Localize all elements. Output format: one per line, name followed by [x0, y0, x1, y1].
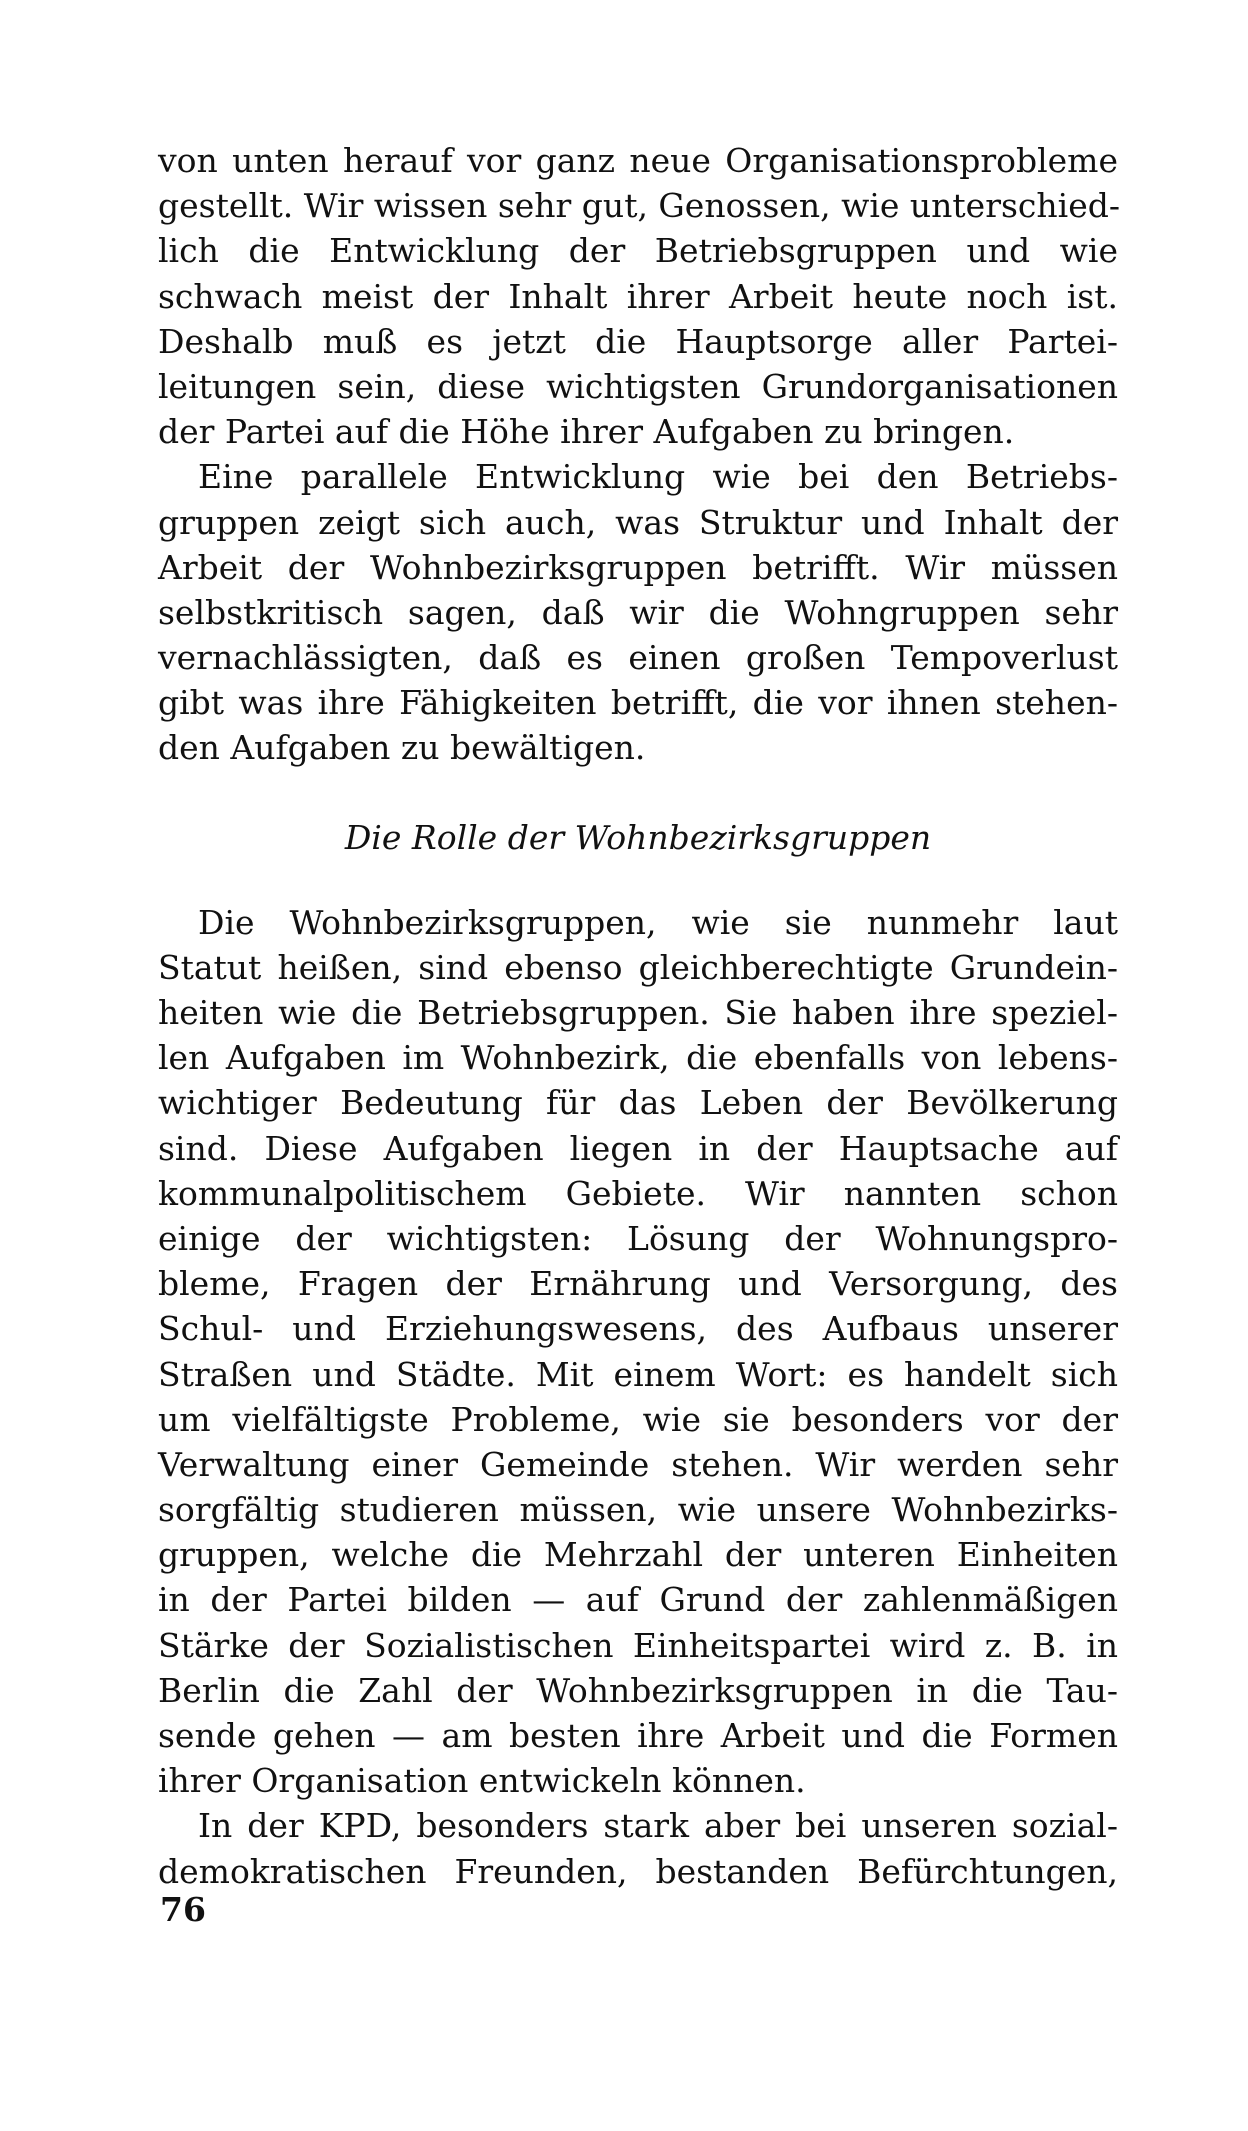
text-line: gibt was ihre Fähigkeiten betrifft, die vor ihnen stehen- — [158, 683, 1118, 723]
text-line: bleme, Fragen der Ernährung und Versorgung, des — [158, 1264, 1118, 1304]
text-line: demokratischen Freunden, bestanden Befürchtungen, — [158, 1851, 1118, 1891]
text-line: von unten herauf vor ganz neue Organisationsprobleme — [158, 141, 1118, 180]
text-line: schwach meist der Inhalt ihrer Arbeit heute noch ist. — [158, 276, 1118, 316]
text-line: sorgfältig studieren müssen, wie unsere Wohnbezirks- — [158, 1490, 1118, 1530]
text-line: wichtiger Bedeutung für das Leben der Bevölkerung — [158, 1083, 1118, 1123]
text-line: gruppen, welche die Mehrzahl der unteren Einheiten — [158, 1535, 1118, 1575]
text-block-before-heading — [158, 138, 1118, 771]
text-line: Schul- und Erziehungswesens, des Aufbaus unserer — [158, 1309, 1118, 1349]
text-line: den Aufgaben zu bewältigen. — [158, 728, 646, 768]
text-line: sind. Diese Aufgaben liegen in der Hauptsache auf — [158, 1128, 1118, 1168]
text-line: gestellt. Wir wissen sehr gut, Genossen, wie unterschied- — [158, 186, 1120, 226]
text-line: einige der wichtigsten: Lösung der Wohnungspro- — [158, 1218, 1118, 1258]
text-line: Statut heißen, sind ebenso gleichberechtigte Grundein- — [158, 947, 1118, 987]
text-line: In der KPD, besonders stark aber bei unseren sozial- — [198, 1806, 1118, 1846]
text-line: vernachlässigten, daß es einen großen Tempoverlust — [158, 638, 1118, 678]
text-line: heiten wie die Betriebsgruppen. Sie haben ihre speziel- — [158, 993, 1118, 1032]
text-line: kommunalpolitischem Gebiete. Wir nannten schon — [158, 1173, 1118, 1213]
text-line: Die Wohnbezirksgruppen, wie sie nunmehr laut — [198, 902, 1118, 942]
text-line: selbstkritisch sagen, daß wir die Wohngruppen sehr — [158, 592, 1118, 632]
book-page-text — [158, 138, 1118, 1894]
text-line: leitungen sein, diese wichtigsten Grundorganisationen — [158, 366, 1118, 406]
text-block-after-heading — [158, 900, 1118, 1894]
text-line: in der Partei bilden — auf Grund der zahlenmäßigen — [158, 1580, 1118, 1620]
text-line: len Aufgaben im Wohnbezirk, die ebenfalls von lebens- — [158, 1038, 1118, 1078]
paragraph — [158, 138, 1118, 454]
text-line: gruppen zeigt sich auch, was Struktur und Inhalt der — [158, 502, 1118, 542]
text-line: ihrer Organisation entwickeln können. — [158, 1761, 806, 1801]
paragraph — [158, 1803, 1118, 1893]
page-number: 76 — [160, 1890, 206, 1929]
text-line: Stärke der Sozialistischen Einheitspartei wird z. B. in — [158, 1625, 1118, 1665]
text-line: Deshalb muß es jetzt die Hauptsorge aller Partei- — [158, 321, 1118, 361]
text-line: lich die Entwicklung der Betriebsgruppen und wie — [158, 231, 1118, 271]
text-line: sende gehen — am besten ihre Arbeit und die Formen — [158, 1716, 1118, 1755]
text-line: Eine parallele Entwicklung wie bei den Betriebs- — [198, 457, 1118, 497]
text-line: Arbeit der Wohnbezirksgruppen betrifft. Wir müssen — [158, 547, 1118, 587]
paragraph — [158, 900, 1118, 1804]
text-line: Berlin die Zahl der Wohnbezirksgruppen in die Tau- — [158, 1670, 1118, 1710]
text-line: um vielfältigste Probleme, wie sie besonders vor der — [158, 1399, 1118, 1439]
text-line: Straßen und Städte. Mit einem Wort: es handelt sich — [158, 1354, 1118, 1394]
text-line: Verwaltung einer Gemeinde stehen. Wir werden sehr — [158, 1444, 1118, 1484]
paragraph — [158, 454, 1118, 770]
text-line: der Partei auf die Höhe ihrer Aufgaben zu bringen. — [158, 412, 1015, 452]
section-heading: Die Rolle der Wohnbezirksgruppen — [344, 817, 932, 857]
